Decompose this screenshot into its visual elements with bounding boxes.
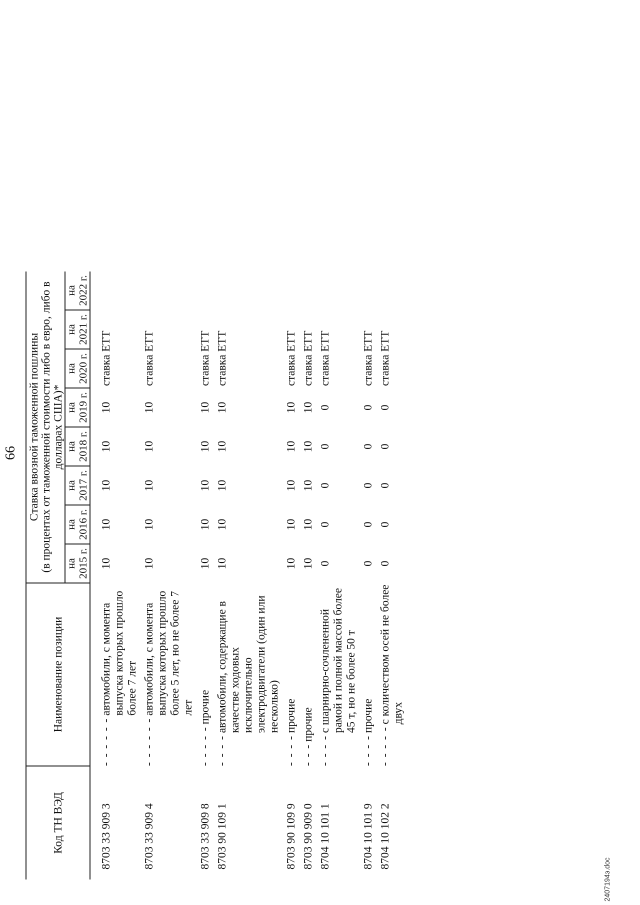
level-dashes: - - - - xyxy=(216,734,228,766)
rate-value: 10 xyxy=(285,479,297,491)
position-name-cell xyxy=(90,583,140,766)
table-row xyxy=(212,271,281,879)
rate-value: 0 xyxy=(362,443,374,449)
year-header-year: 2015 г. xyxy=(77,544,90,583)
year-header-prefix: на xyxy=(65,349,78,388)
table-row xyxy=(281,271,298,879)
tariff-table xyxy=(25,271,405,879)
rate-value: 10 xyxy=(143,557,155,569)
tnved-code: 8703 33 909 4 xyxy=(143,802,155,869)
position-name: автомобили, содержащие в качестве ходовых исключительно электродвигатели (один или несколько) xyxy=(216,595,280,733)
rate-value: 10 xyxy=(302,479,314,491)
year-header-year: 2022 г. xyxy=(77,271,90,310)
position-name: с количеством осей не более двух xyxy=(379,584,404,724)
rate-value: 10 xyxy=(100,440,112,452)
year-header-prefix: на xyxy=(65,505,78,544)
rate-ett: ставка ЕТТ xyxy=(199,330,211,386)
rate-value: 10 xyxy=(143,518,155,530)
rate-ett: ставка ЕТТ xyxy=(319,330,331,386)
rate-value: 10 xyxy=(216,440,228,452)
position-name: прочие xyxy=(302,706,314,742)
rate-value: 10 xyxy=(216,479,228,491)
rate-value: 10 xyxy=(199,479,211,491)
rate-value: 10 xyxy=(199,401,211,413)
position-name-cell xyxy=(315,583,358,766)
tnved-code: 8704 10 102 2 xyxy=(379,802,391,869)
rate-value: 10 xyxy=(199,518,211,530)
rate-value: 0 xyxy=(362,404,374,410)
table-row xyxy=(375,271,405,879)
year-header-prefix: на xyxy=(65,388,78,427)
tnved-code: 8704 10 101 1 xyxy=(319,802,331,869)
table-row xyxy=(90,271,140,879)
position-name: автомобили, с момента выпуска которых прошло более 5 лет, но не более 7 лет xyxy=(143,590,194,716)
position-name-cell xyxy=(358,583,375,766)
rate-value: 10 xyxy=(216,401,228,413)
position-name-cell xyxy=(212,583,281,766)
rate-value: 0 xyxy=(319,521,331,527)
rate-value: 0 xyxy=(319,404,331,410)
table-row xyxy=(139,271,195,879)
footer-filename: 2407194э.doc xyxy=(604,856,611,901)
level-dashes: - - - - - - xyxy=(100,717,112,766)
rate-value: 0 xyxy=(362,482,374,488)
rate-value: 10 xyxy=(143,401,155,413)
rate-ett: ставка ЕТТ xyxy=(143,330,155,386)
col-header-name: Наименование позиции xyxy=(26,583,90,766)
rate-value: 0 xyxy=(379,482,391,488)
rate-value: 10 xyxy=(216,557,228,569)
rate-value: 0 xyxy=(362,521,374,527)
rate-value: 10 xyxy=(143,440,155,452)
year-header-prefix: на xyxy=(65,427,78,466)
rate-ett: ставка ЕТТ xyxy=(302,330,314,386)
table-row xyxy=(315,271,358,879)
rate-ett: ставка ЕТТ xyxy=(285,330,297,386)
col-header-code: Код ТН ВЭД xyxy=(26,766,90,880)
year-header-year: 2020 г. xyxy=(77,349,90,388)
tnved-code: 8704 10 101 9 xyxy=(362,802,374,869)
table-row xyxy=(195,271,212,879)
level-dashes: - - - - xyxy=(319,734,331,766)
year-header-prefix: на xyxy=(65,544,78,583)
year-header-year: 2021 г. xyxy=(77,310,90,349)
tnved-code: 8703 90 109 9 xyxy=(285,802,297,869)
rate-ett: ставка ЕТТ xyxy=(100,330,112,386)
year-header-prefix: на xyxy=(65,271,78,310)
rate-ett: ставка ЕТТ xyxy=(362,330,374,386)
col-header-rate-title xyxy=(26,271,65,583)
position-name: прочие xyxy=(285,698,297,733)
tnved-code: 8703 33 909 8 xyxy=(199,802,211,869)
table-row xyxy=(358,271,375,879)
position-name-cell xyxy=(195,583,212,766)
rate-value: 0 xyxy=(379,521,391,527)
position-name: прочие xyxy=(199,689,211,724)
rate-value: 10 xyxy=(199,557,211,569)
level-dashes: - - - - - xyxy=(379,725,391,766)
year-header-prefix: на xyxy=(65,310,78,349)
rate-value: 10 xyxy=(285,518,297,530)
rate-value: 0 xyxy=(362,560,374,566)
rate-value: 0 xyxy=(319,443,331,449)
year-header-prefix: на xyxy=(65,466,78,505)
rate-value: 10 xyxy=(302,401,314,413)
page-number: 66 xyxy=(3,445,18,460)
table-row xyxy=(298,271,315,879)
rate-ett: ставка ЕТТ xyxy=(216,330,228,386)
rate-title-line1: Ставка ввозной таможенной пошлины xyxy=(28,332,40,521)
position-name-cell xyxy=(375,583,405,766)
level-dashes: - - - - - - xyxy=(143,717,155,766)
rate-value: 10 xyxy=(302,440,314,452)
year-header-year: 2019 г. xyxy=(77,388,90,427)
level-dashes: - - - - xyxy=(285,734,297,766)
position-name: прочие xyxy=(362,698,374,733)
rate-value: 10 xyxy=(100,479,112,491)
position-name-cell xyxy=(298,583,315,766)
rate-value: 10 xyxy=(199,440,211,452)
tnved-code: 8703 90 909 0 xyxy=(302,802,314,869)
tnved-code: 8703 33 909 3 xyxy=(100,802,112,869)
rate-value: 0 xyxy=(379,560,391,566)
position-name-cell xyxy=(281,583,298,766)
rate-ett: ставка ЕТТ xyxy=(379,330,391,386)
rate-value: 10 xyxy=(285,440,297,452)
level-dashes: - - - - xyxy=(362,734,374,766)
rate-value: 10 xyxy=(100,557,112,569)
rate-value: 0 xyxy=(319,560,331,566)
year-header-year: 2018 г. xyxy=(77,427,90,466)
rate-title-line2: (в процентах от таможенной стоимости либо в евро, либо в долларах США)* xyxy=(40,280,64,573)
tnved-code: 8703 90 109 1 xyxy=(216,802,228,869)
rate-value: 10 xyxy=(216,518,228,530)
rate-value: 10 xyxy=(302,518,314,530)
level-dashes: - - - xyxy=(302,743,314,766)
rate-value: 0 xyxy=(319,482,331,488)
rate-value: 0 xyxy=(379,443,391,449)
year-header-year: 2017 г. xyxy=(77,466,90,505)
rate-value: 10 xyxy=(100,401,112,413)
rate-value: 10 xyxy=(302,557,314,569)
position-name: с шарнирно-сочлененной рамой и полной массой более 45 т, но не более 50 т xyxy=(319,587,357,733)
rate-value: 10 xyxy=(100,518,112,530)
rate-value: 10 xyxy=(143,479,155,491)
level-dashes: - - - - - xyxy=(199,725,211,766)
rate-value: 10 xyxy=(285,401,297,413)
position-name: автомобили, с момента выпуска которых прошло более 7 лет xyxy=(100,590,138,716)
rate-value: 0 xyxy=(379,404,391,410)
rate-value: 10 xyxy=(285,557,297,569)
year-header-year: 2016 г. xyxy=(77,505,90,544)
position-name-cell xyxy=(139,583,195,766)
